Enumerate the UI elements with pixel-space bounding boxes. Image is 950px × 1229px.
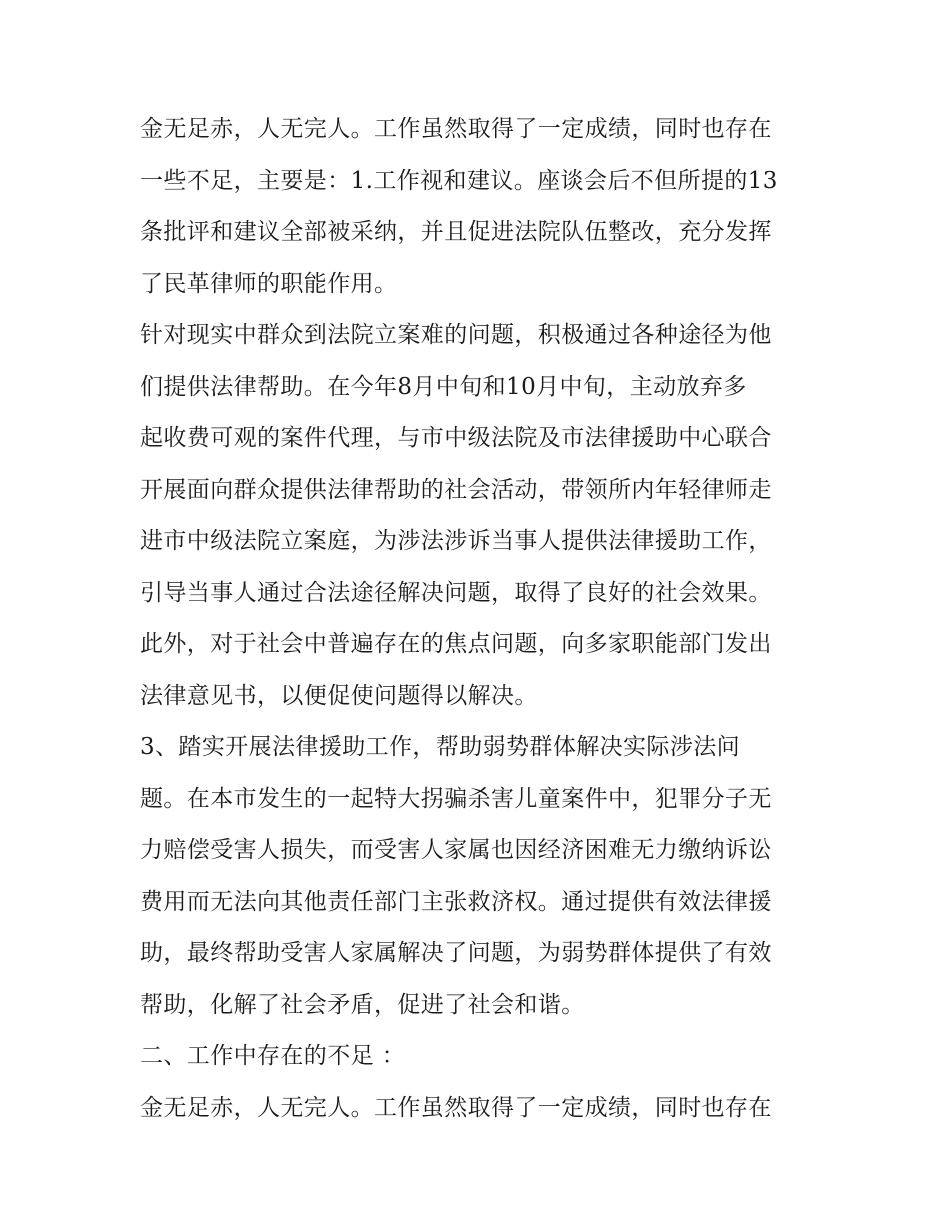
text-line-17: 助，最终帮助受害人家属解决了问题，为弱势群体提供了有效 xyxy=(140,940,772,966)
text-line-11: 此外，对于社会中普遍存在的焦点问题，向多家职能部门发出 xyxy=(140,631,772,657)
text-line-10: 引导当事人通过合法途径解决问题，取得了良好的社会效果。 xyxy=(140,579,772,606)
text-line-15: 力赔偿受害人损失，而受害人家属也因经济困难无力缴纳诉讼 xyxy=(140,837,772,863)
text-line-6: 们提供法律帮助。在今年8月中旬和10月中旬，主动放弃多 xyxy=(140,373,747,400)
text-line-9: 进市中级法院立案庭，为涉法涉诉当事人提供法律援助工作， xyxy=(140,528,772,554)
text-line-7: 起收费可观的案件代理，与市中级法院及市法律援助中心联合 xyxy=(140,425,772,451)
text-line-1: 金无足赤，人无完人。工作虽然取得了一定成绩，同时也存在 xyxy=(140,116,772,142)
section-heading: 二、工作中存在的不足 ： xyxy=(140,1043,406,1069)
text-line-18: 帮助，化解了社会矛盾，促进了社会和谐。 xyxy=(140,991,585,1018)
text-line-5: 针对现实中群众到法院立案难的问题，积极通过各种途径为他 xyxy=(140,322,772,348)
text-line-13: 3、踏实开展法律援助工作，帮助弱势群体解决实际涉法问 xyxy=(140,734,741,760)
text-line-14: 题。在本市发生的一起特大拐骗杀害儿童案件中，犯罪分子无 xyxy=(140,785,772,812)
document-body xyxy=(140,108,820,1138)
text-line-20: 金无足赤，人无完人。工作虽然取得了一定成绩，同时也存在 xyxy=(140,1094,772,1121)
text-line-3: 条批评和建议全部被采纳，并且促进法院队伍整改，充分发挥 xyxy=(140,219,772,245)
text-line-4: 了民革律师的职能作用。 xyxy=(140,270,398,297)
text-line-16: 费用而无法向其他责任部门主张救济权。通过提供有效法律援 xyxy=(140,888,772,915)
text-line-12: 法律意见书，以便促使问题得以解决。 xyxy=(140,682,538,709)
text-line-8: 开展面向群众提供法律帮助的社会活动，带领所内年轻律师走 xyxy=(140,476,772,503)
text-line-2: 一些不足，主要是：1.工作视和建议。座谈会后不但所提的13 xyxy=(140,167,778,194)
